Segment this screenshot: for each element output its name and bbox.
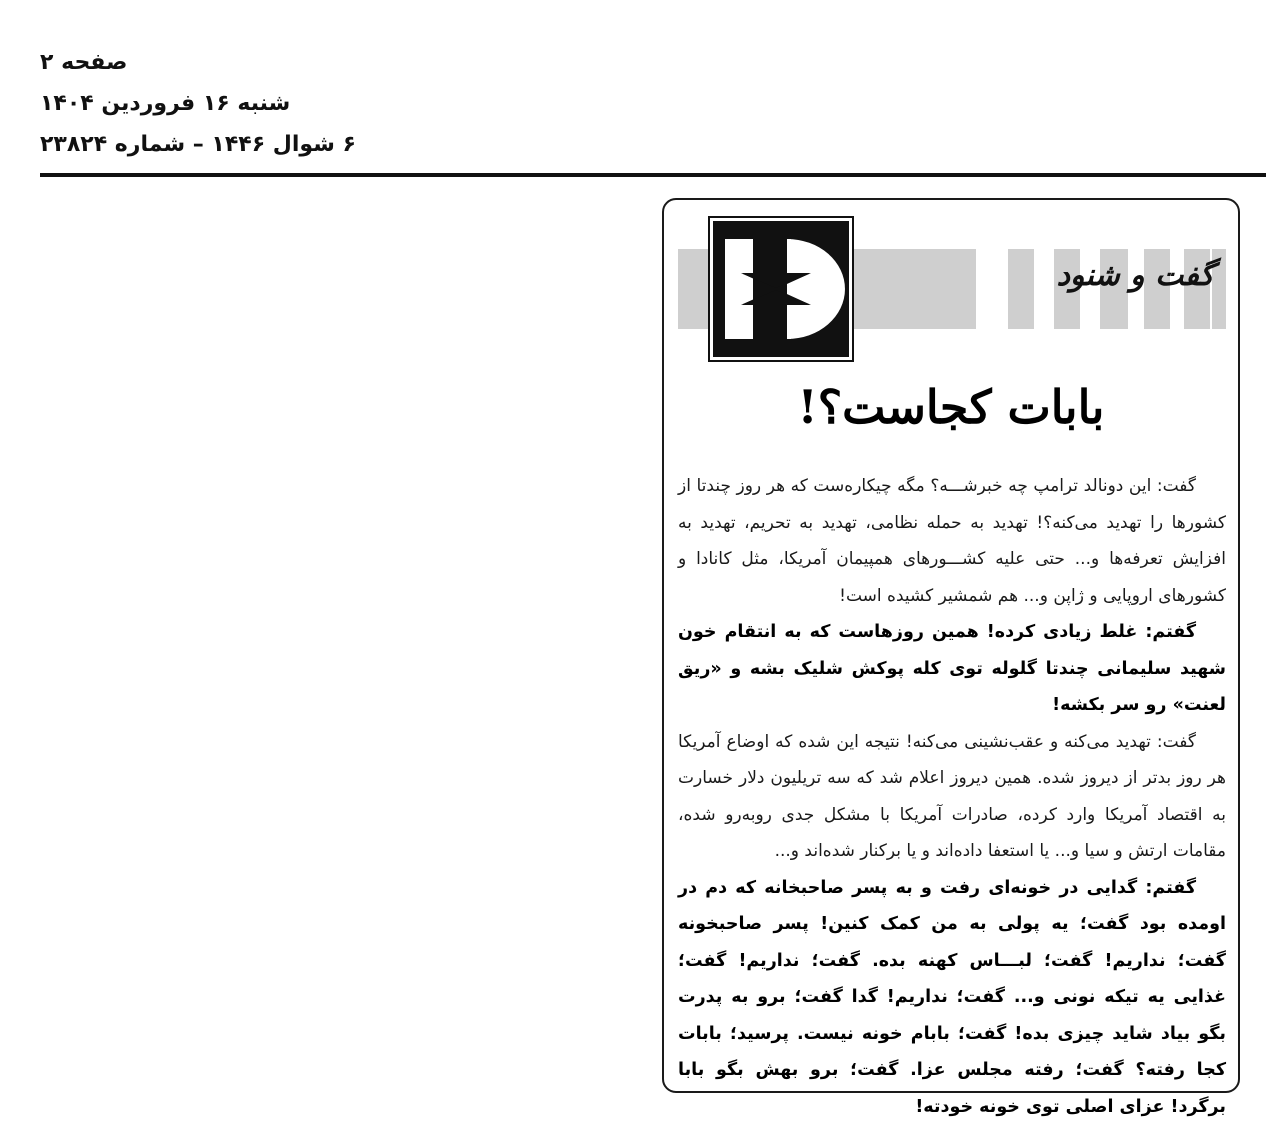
header-divider xyxy=(40,173,1266,177)
date-lunar-issue: ۶ شوال ۱۴۴۶ – شماره ۲۳۸۲۴ xyxy=(40,124,380,165)
masthead xyxy=(40,42,380,165)
paragraph-gofte: گفت: تهدید می‌کنه و عقب‌نشینی می‌کنه! نتیجه این شده که اوضاع آمریکا هر روز بدتر از دیروز شده. همین دیروز اعلام شد که سه تریلیون دلار خسارت به اقتصاد آمریکا وارد کرده، صادرات آمریکا با مشکل جدی روبه‌رو شده، مقامات ارتش و سیا و... یا استعفا داده‌اند و یا برکنار شده‌اند و... xyxy=(678,724,1226,870)
hd-logo-icon xyxy=(708,216,854,362)
date-solar: شنبه ۱۶ فروردین ۱۴۰۴ xyxy=(40,83,380,124)
column-box xyxy=(662,198,1240,1093)
article-body xyxy=(678,468,1226,1125)
page-number: صفحه ۲ xyxy=(40,42,380,83)
paragraph-goftam: گفتم: گدایی در خونه‌ای رفت و به پسر صاحبخانه که دم در اومده بود گفت؛ یه پولی به من کمک کنین! پسر صاحبخونه گفت؛ نداریم! گفت؛ لبـــاس کهنه بده. گفت؛ نداریم! گفت؛ غذایی یه تیکه نونی و... گفت؛ نداریم! گدا گفت؛ برو به پدرت بگو بیاد شاید چیزی بده! گفت؛ بابام خونه نیست. پرسید؛ بابات کجا رفته؟ گفت؛ رفته مجلس عزا. گفت؛ برو بهش بگو بابا برگرد! عزای اصلی توی خونه خودته! xyxy=(678,870,1226,1125)
paragraph-goftam: گفتم: غلط زیادی کرده! همین روزهاست که به انتقام خون شهید سلیمانی چندتا گلوله توی کله پوکش شلیک بشه و «ریق لعنت» رو سر بکشه! xyxy=(678,614,1226,724)
paragraph-gofte: گفت: این دونالد ترامپ چه خبرشـــه؟ مگه چیکاره‌ست که هر روز چندتا از کشورها را تهدید می‌کنه؟! تهدید به حمله نظامی، تهدید به تحریم، تهدید به افزایش تعرفه‌ها و... حتی علیه کشـــورهای همپیمان آمریکا، مثل کانادا و کشورهای اروپایی و ژاپن و... هم شمشیر کشیده است! xyxy=(678,468,1226,614)
decorative-band xyxy=(1212,249,1226,329)
headline: بابات کجاست؟! xyxy=(664,380,1238,434)
section-title: گفت و شنود xyxy=(1057,258,1214,293)
decorative-band xyxy=(1008,249,1034,329)
